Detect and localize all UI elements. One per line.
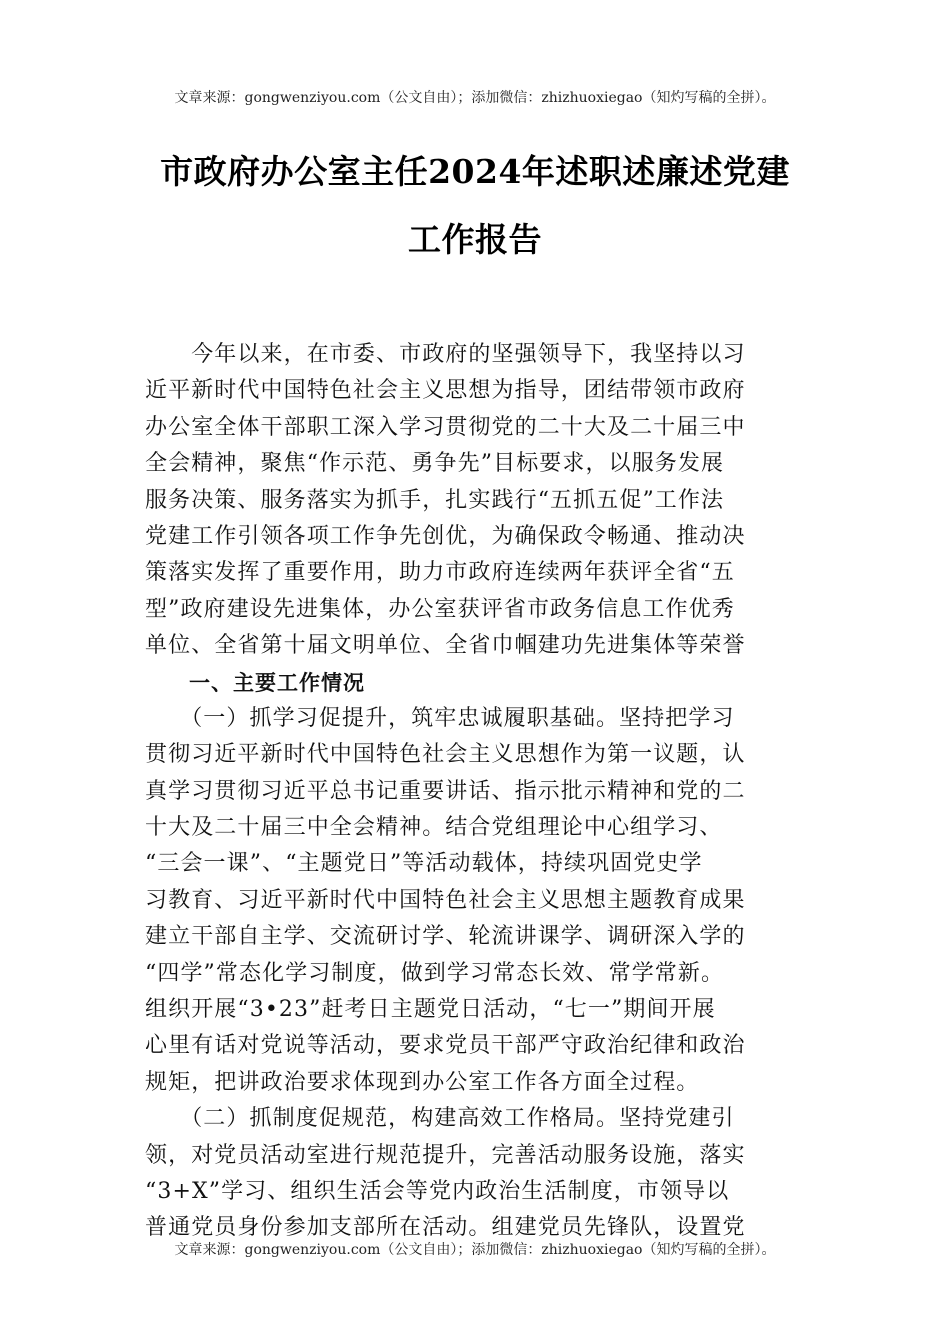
body-line: 心里有话对党说等活动，要求党员干部严守政治纪律和政治: [145, 1033, 746, 1059]
document-title-line-1: 市政府办公室主任2024年述职述廉述党建: [160, 152, 790, 191]
body-line: 党建工作引领各项工作争先创优，为确保政令畅通、推动决: [145, 523, 746, 549]
body-line: 贯彻习近平新时代中国特色社会主义思想作为第一议题，认: [145, 742, 746, 768]
body-line: （一）抓学习促提升，筑牢忠诚履职基础。坚持把学习: [145, 705, 735, 731]
body-line: 服务决策、服务落实为抓手，扎实践行“五抓五促”工作法: [145, 487, 725, 513]
body-line: “3+X”学习、组织生活会等党内政治生活制度，市领导以: [145, 1178, 730, 1204]
body-line: “三会一课”、“主题党日”等活动载体，持续巩固党史学: [145, 851, 703, 877]
document-title-line-2: 工作报告: [408, 220, 542, 259]
document-body: [145, 337, 809, 1247]
body-line: 组织开展“3•23”赶考日主题党日活动，“七一”期间开展: [145, 997, 716, 1023]
body-line: （二）抓制度促规范，构建高效工作格局。坚持党建引: [145, 1106, 735, 1132]
body-line: 型”政府建设先进集体，办公室获评省市政务信息工作优秀: [145, 596, 735, 622]
body-line: 今年以来，在市委、市政府的坚强领导下，我坚持以习: [145, 342, 746, 367]
body-line: 习教育、习近平新时代中国特色社会主义思想主题教育成果: [145, 887, 746, 913]
body-line: 办公室全体干部职工深入学习贯彻党的二十大及二十届三中: [145, 414, 746, 440]
body-line: 真学习贯彻习近平总书记重要讲话、指示批示精神和党的二: [145, 778, 746, 804]
source-watermark-bottom: 文章来源：gongwenziyou.com（公文自由）；添加微信：zhizhuoxiegao（知灼写稿的全拼）。: [174, 1242, 776, 1258]
body-line: 规矩，把讲政治要求体现到办公室工作各方面全过程。: [145, 1069, 700, 1095]
body-line: 普通党员身份参加支部所在活动。组建党员先锋队，设置党: [145, 1215, 746, 1241]
section-heading: 一、主要工作情况: [145, 670, 365, 695]
body-line: 建立干部自主学、交流研讨学、轮流讲课学、调研深入学的: [145, 924, 746, 950]
body-line: 全会精神，聚焦“作示范、勇争先”目标要求，以服务发展: [145, 451, 725, 477]
body-line: 策落实发挥了重要作用，助力市政府连续两年获评全省“五: [145, 560, 735, 586]
body-line: 单位、全省第十届文明单位、全省巾帼建功先进集体等荣誉: [145, 633, 746, 659]
source-watermark-top: 文章来源：gongwenziyou.com（公文自由）；添加微信：zhizhuoxiegao（知灼写稿的全拼）。: [174, 90, 776, 106]
body-line: “四学”常态化学习制度，做到学习常态长效、常学常新。: [145, 960, 725, 986]
body-line: 近平新时代中国特色社会主义思想为指导，团结带领市政府: [145, 378, 746, 404]
body-line: 领，对党员活动室进行规范提升，完善活动服务设施，落实: [145, 1142, 746, 1168]
body-line: 十大及二十届三中全会精神。结合党组理论中心组学习、: [145, 815, 723, 841]
